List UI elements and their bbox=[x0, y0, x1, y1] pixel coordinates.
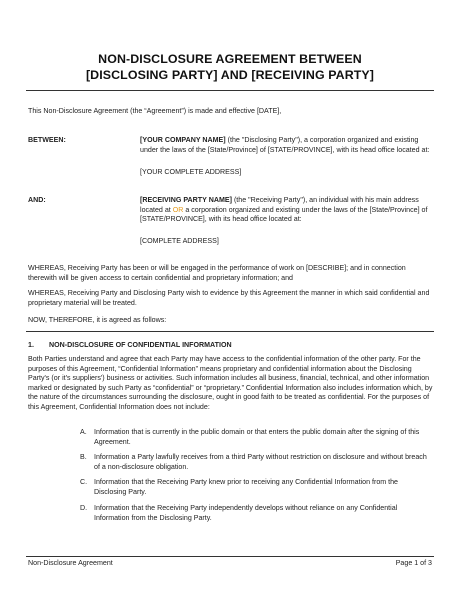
and-text-part-1: (the "Receiving Party"), an individual with his main address located at bbox=[140, 196, 419, 214]
between-label: BETWEEN: bbox=[28, 136, 66, 144]
between-text: (the "Disclosing Party"), a corporation organized and existing under the laws of the [State/Province] of [STATE/PROVINCE], with its head office located at: bbox=[140, 136, 430, 154]
whereas-paragraph-2: WHEREAS, Receiving Party and Disclosing Party wish to evidence by this Agreement the manner in which said confidential and proprietary material will be treated. bbox=[28, 289, 430, 307]
exclusion-text: Information a Party lawfully receives from a third Party without restriction on disclosure and without breach of a non-disclosure obligation. bbox=[94, 453, 427, 471]
or-highlight: OR bbox=[172, 205, 184, 214]
title-divider bbox=[26, 90, 434, 91]
intro-paragraph: This Non-Disclosure Agreement (the “Agreement”) is made and effective [DATE], bbox=[28, 107, 282, 115]
section-1-body: Both Parties understand and agree that each Party may have access to the confidential information of the other party. For the purposes of this Agreement, “Confidential Information” means proprietary and confidential information about the Disclosing Party's (or it's suppliers') business or activities. Such information includes all business, financial, technical, and other information marked or designated by such Party as “confidential” or “proprietary.” Confidential Information also includes information which, by the nature of the circumstances surrounding the disclosure, ought in good faith to be treated as confidential. For the purposes of this Agreement, Confidential Information does not include: bbox=[28, 355, 433, 411]
section-1-heading: NON-DISCLOSURE OF CONFIDENTIAL INFORMATION bbox=[49, 341, 232, 349]
section-divider bbox=[26, 331, 434, 332]
document-title-line-2: [DISCLOSING PARTY] AND [RECEIVING PARTY] bbox=[85, 68, 375, 82]
exclusion-key: A. bbox=[80, 428, 87, 436]
document-title-line-1: NON-DISCLOSURE AGREEMENT BETWEEN bbox=[98, 52, 362, 66]
and-label: AND: bbox=[28, 196, 46, 204]
between-paragraph bbox=[140, 136, 438, 155]
and-address: [COMPLETE ADDRESS] bbox=[140, 237, 219, 245]
footer-page-number: Page 1 of 3 bbox=[395, 559, 432, 567]
exclusion-text: Information that the Receiving Party independently develops without reliance on any Confidential Information from the Disclosing Party. bbox=[94, 504, 398, 522]
receiving-party-name: [RECEIVING PARTY NAME] bbox=[140, 196, 232, 204]
now-therefore-paragraph: NOW, THEREFORE, it is agreed as follows: bbox=[28, 316, 167, 324]
footer-divider bbox=[26, 556, 434, 557]
footer-left: Non-Disclosure Agreement bbox=[28, 559, 113, 567]
and-paragraph bbox=[140, 196, 438, 225]
whereas-paragraph-1: WHEREAS, Receiving Party has been or will be engaged in the performance of work on [DESCRIBE]; and in connection therewith will be given access to certain confidential and proprietary information; and bbox=[28, 264, 406, 282]
exclusion-key: D. bbox=[80, 504, 88, 512]
exclusion-text: Information that is currently in the public domain or that enters the public domain after the signing of this Agreement. bbox=[94, 428, 420, 446]
and-text-part-2: a corporation organized and existing under the laws of the [State/Province] of [STATE/PROVINCE], with its head office located at: bbox=[140, 205, 428, 224]
exclusion-key: B. bbox=[80, 453, 87, 461]
disclosing-party-name: [YOUR COMPANY NAME] bbox=[140, 136, 226, 144]
section-1-number: 1. bbox=[28, 341, 34, 349]
exclusion-text: Information that the Receiving Party knew prior to receiving any Confidential Information from the Disclosing Party. bbox=[94, 478, 398, 496]
exclusion-key: C. bbox=[80, 478, 88, 486]
between-address: [YOUR COMPLETE ADDRESS] bbox=[140, 168, 242, 176]
